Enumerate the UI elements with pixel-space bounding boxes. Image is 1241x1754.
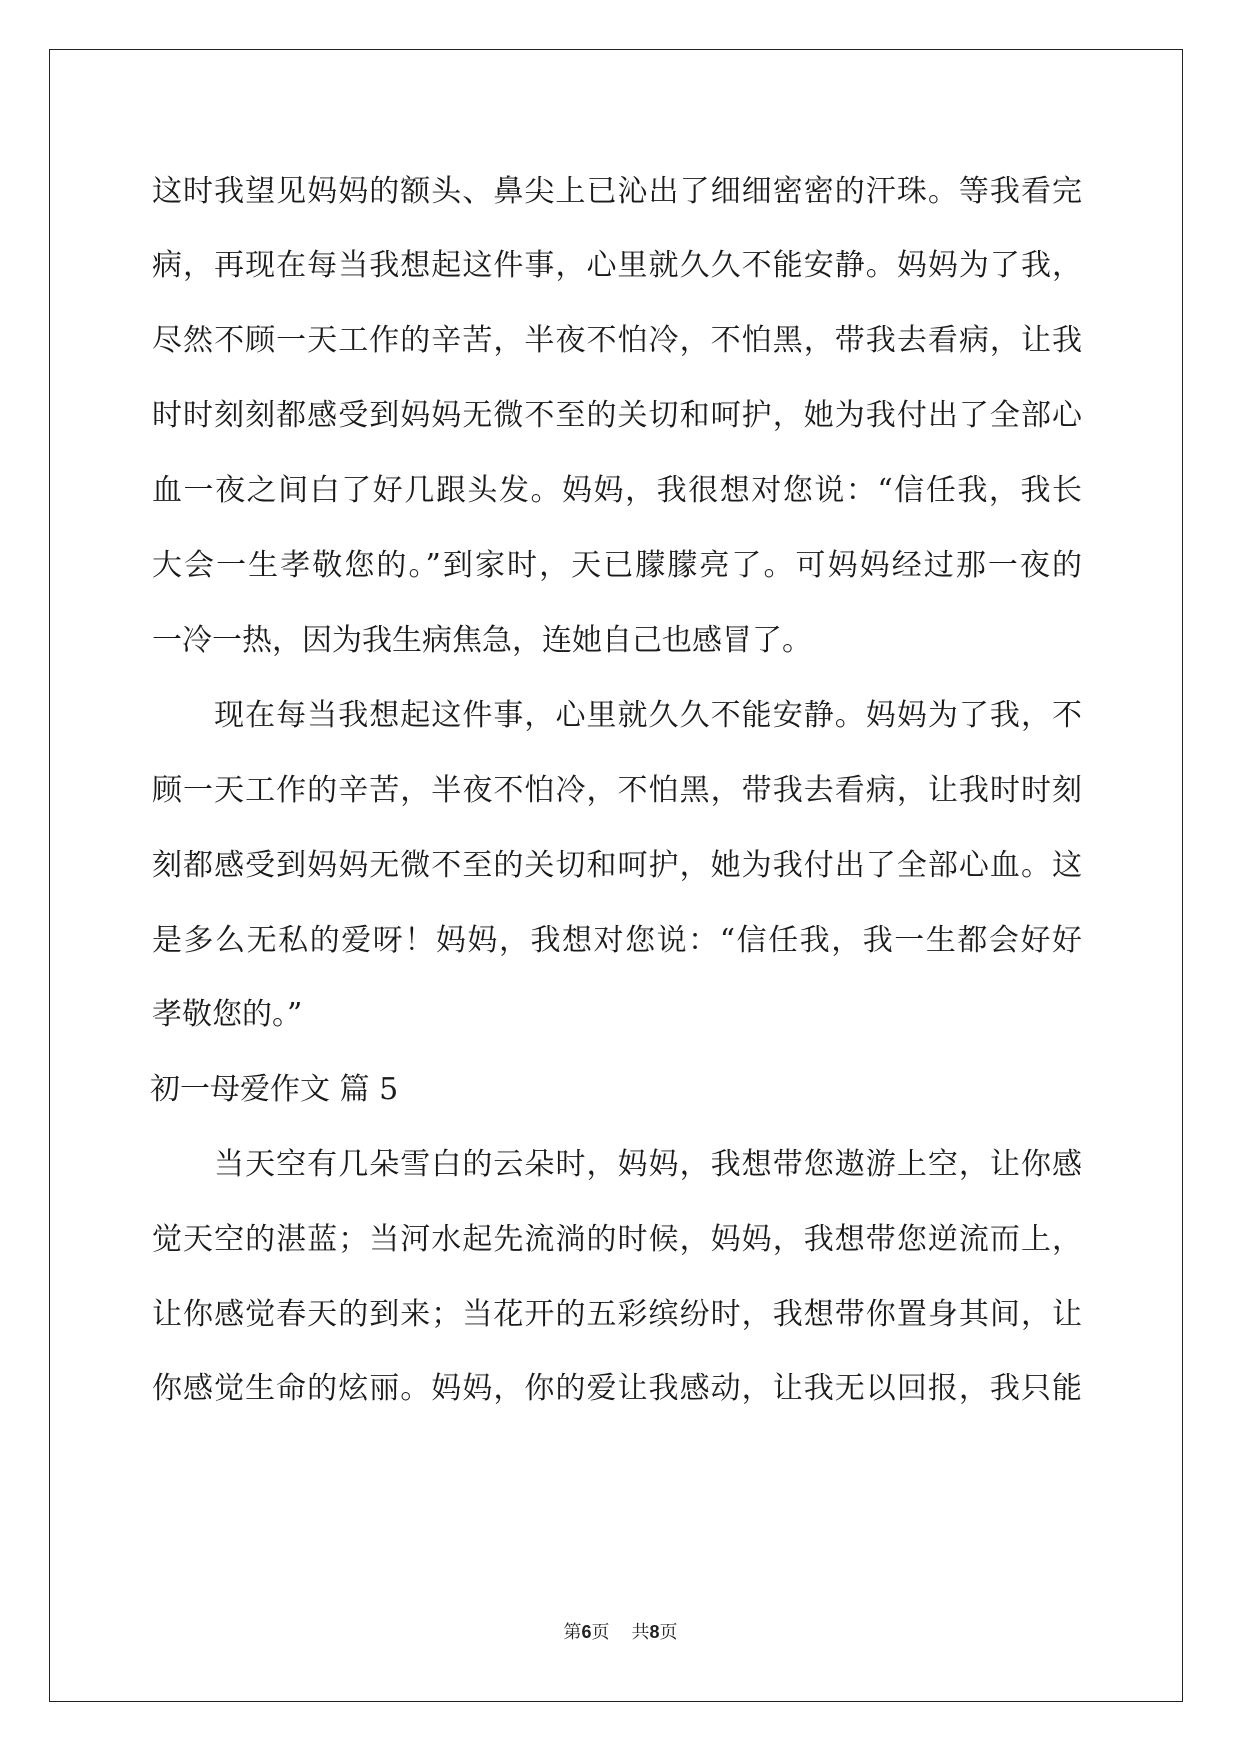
text-line-10: 刻都感受到妈妈无微不至的关切和呵护，她为我付出了全部心血。这	[152, 848, 1082, 883]
text-line-7: 一冷一热，因为我生病焦急，连她自己也感冒了。	[152, 623, 812, 658]
total-prefix: 共	[631, 1622, 650, 1643]
total-suffix: 页	[659, 1622, 678, 1643]
text-line-1: 这时我望见妈妈的额头、鼻尖上已沁出了细细密密的汗珠。等我看完	[152, 174, 1082, 209]
page-suffix: 页	[591, 1622, 610, 1643]
text-line-15: 让你感觉春天的到来；当花开的五彩缤纷时，我想带你置身其间，让	[152, 1297, 1082, 1332]
text-line-3: 尽然不顾一天工作的辛苦，半夜不怕冷，不怕黑，带我去看病，让我	[152, 323, 1082, 358]
page-current-number: 6	[581, 1622, 592, 1642]
text-line-5: 血一夜之间白了好几跟头发。妈妈，我很想对您说：“信任我，我长	[152, 473, 1082, 508]
text-line-6: 大会一生孝敬您的。”到家时，天已朦朦亮了。可妈妈经过那一夜的	[152, 548, 1082, 583]
text-line-9: 顾一天工作的辛苦，半夜不怕冷，不怕黑，带我去看病，让我时时刻	[152, 773, 1082, 808]
page-prefix: 第	[563, 1622, 582, 1643]
text-line-11: 是多么无私的爱呀！妈妈，我想对您说：“信任我，我一生都会好好	[152, 923, 1082, 958]
text-line-12: 孝敬您的。”	[152, 997, 303, 1032]
text-line-4: 时时刻刻都感受到妈妈无微不至的关切和呵护，她为我付出了全部心	[152, 398, 1082, 433]
text-line-2: 病，再现在每当我想起这件事，心里就久久不能安静。妈妈为了我，	[152, 248, 1082, 283]
text-line-13: 当天空有几朵雪白的云朵时，妈妈，我想带您遨游上空，让你感	[152, 1147, 1082, 1182]
page-total-number: 8	[649, 1622, 660, 1642]
text-line-8: 现在每当我想起这件事，心里就久久不能安静。妈妈为了我，不	[152, 698, 1082, 733]
section-heading: 初一母爱作文 篇 5	[150, 1072, 399, 1107]
page-footer	[0, 1620, 1241, 1645]
text-line-14: 觉天空的湛蓝；当河水起先流淌的时候，妈妈，我想带您逆流而上，	[152, 1222, 1082, 1257]
text-line-16: 你感觉生命的炫丽。妈妈，你的爱让我感动，让我无以回报，我只能	[152, 1371, 1082, 1406]
